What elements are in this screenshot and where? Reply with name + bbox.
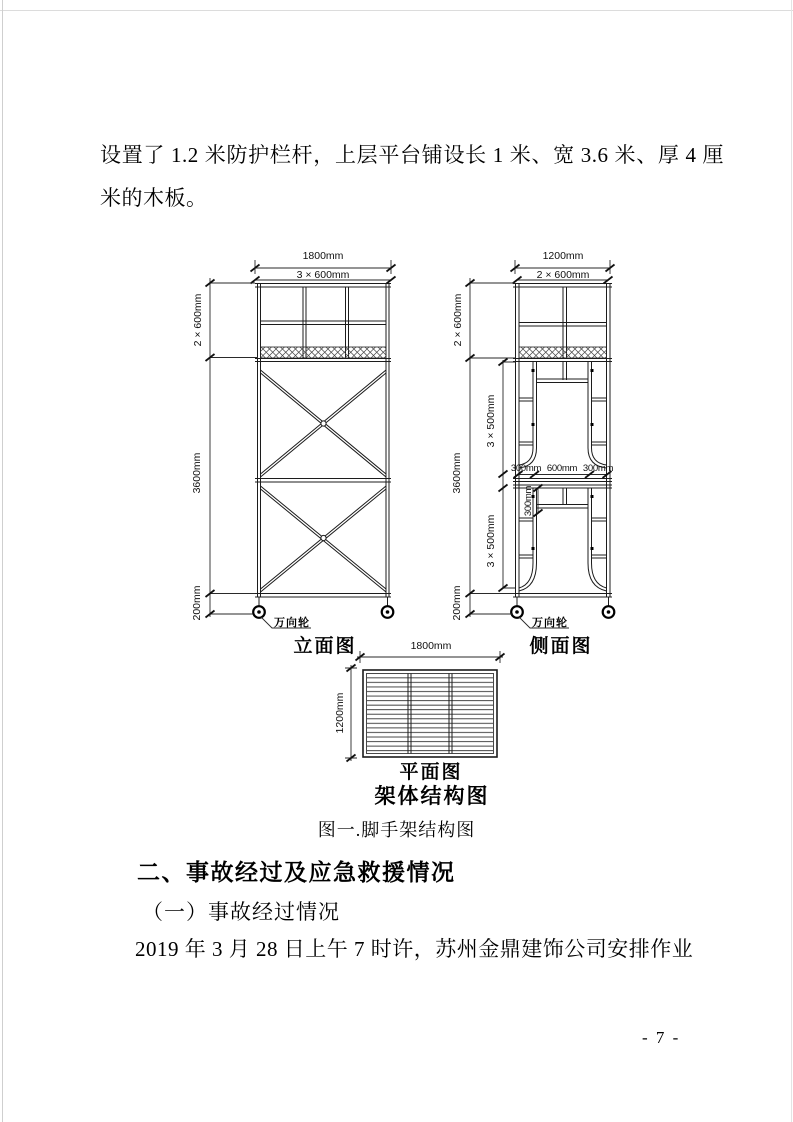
page-number: - 7 - — [642, 1028, 681, 1047]
elevation-height-body: 3600mm — [191, 452, 203, 494]
side-width-bays: 2 × 600mm — [536, 269, 590, 281]
side-height-guard: 2 × 600mm — [452, 293, 464, 347]
elevation-height-guard: 2 × 600mm — [192, 293, 204, 347]
body-text-line: 2019 年 3 月 28 日上午 7 时许，苏州金鼎建饰公司安排作业 — [135, 937, 694, 961]
plan-caption: 平面图 — [399, 762, 463, 783]
side-mid-left-dim: 300mm — [510, 463, 542, 474]
side-caster-label: 万向轮 — [532, 617, 568, 629]
paragraph-top: 设置了 1.2 米防护栏杆，上层平台铺设长 1 米、宽 3.6 米、厚 4 厘米的木板。 — [100, 143, 724, 210]
subsection-heading: （一）事故经过情况 — [142, 900, 340, 924]
elevation-caster-label: 万向轮 — [274, 617, 310, 629]
section-heading: 二、事故经过及应急救援情况 — [137, 859, 456, 885]
plan-width-dim: 1800mm — [410, 640, 452, 652]
plan-depth-dim: 1200mm — [334, 692, 346, 734]
elevation-width-bays: 3 × 600mm — [296, 269, 350, 281]
side-frame-lower-dim: 3 × 500mm — [485, 514, 497, 568]
elevation-caption: 立面图 — [293, 636, 357, 657]
plan-view — [334, 640, 505, 808]
plan-planks — [367, 674, 493, 753]
figure-caption: 图一.脚手架结构图 — [317, 820, 476, 840]
scaffold-structure-diagram — [185, 245, 690, 815]
side-height-body: 3600mm — [451, 452, 463, 494]
side-width-total: 1200mm — [542, 250, 584, 262]
elevation-width-total: 1800mm — [302, 250, 344, 262]
side-mid-right-dim: 300mm — [582, 463, 614, 474]
scan-edge-top — [0, 10, 793, 11]
side-frame-upper-dim: 3 × 500mm — [485, 394, 497, 448]
platform-hatch — [261, 347, 387, 358]
elevation-view — [191, 250, 396, 657]
scan-edge-right — [791, 0, 792, 1122]
scan-edge-left — [2, 0, 3, 1122]
side-mid-center-dim: 600mm — [546, 463, 578, 474]
side-mid-vertical-dim: 300mm — [523, 485, 534, 517]
elevation-height-caster: 200mm — [191, 585, 203, 621]
figure-title: 架体结构图 — [374, 785, 490, 808]
side-height-caster: 200mm — [451, 585, 463, 621]
side-view — [451, 250, 615, 657]
platform-hatch — [519, 347, 607, 358]
side-caption: 侧面图 — [529, 636, 593, 657]
